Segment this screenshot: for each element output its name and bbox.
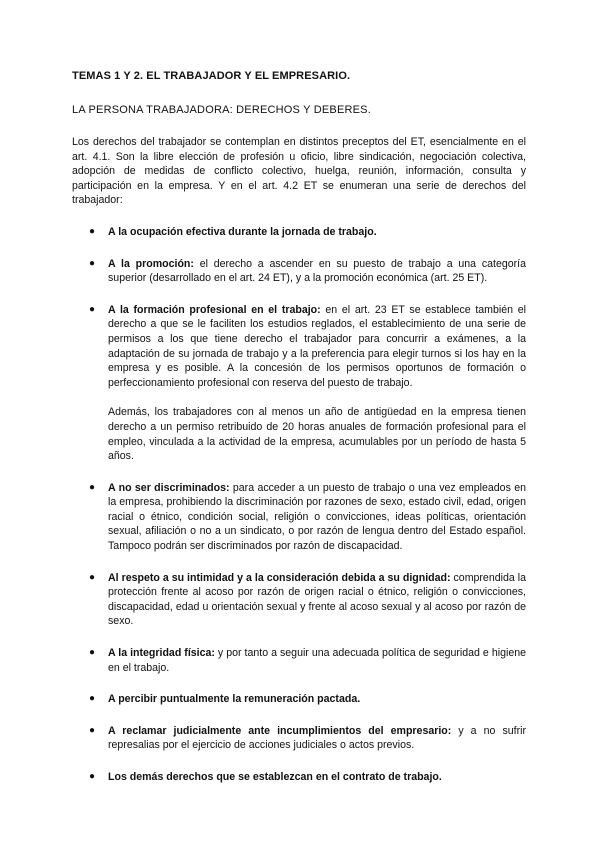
right-label: A la promoción:	[108, 257, 194, 270]
bullet-icon: ●	[89, 257, 96, 269]
bullet-icon: ●	[89, 303, 96, 315]
list-item	[72, 481, 526, 554]
bullet-icon: ●	[89, 724, 96, 736]
list-item	[72, 257, 526, 286]
list-item	[72, 770, 526, 785]
list-item	[72, 225, 526, 240]
bullet-icon: ●	[89, 481, 96, 493]
list-item	[72, 571, 526, 629]
list-item	[72, 303, 526, 464]
bullet-icon: ●	[89, 571, 96, 583]
right-text: en el art. 23 ET se establece también el derecho a que se le faciliten los estudios reglados, el establecimiento de una serie de permisos a los que tiene derecho el trabajador para concurrir a exámenes, a la adaptación de su jornada de trabajo y a la preferencia para elegir turnos si los hay en la empresa y es posible. A la concesión de los permisos oportunos de formación o perfeccionamiento profesional con reserva del puesto de trabajo.	[108, 303, 526, 389]
right-label: A percibir puntualmente la remuneración pactada.	[108, 693, 361, 706]
list-item	[72, 724, 526, 753]
right-text: y a no sufrir represalias por el ejercicio de acciones judiciales o actos previos.	[108, 724, 526, 752]
right-text: el derecho a ascender en su puesto de trabajo a una categoría superior (desarrollado en el art. 24 ET), y a la promoción económica (art. 25 ET).	[108, 257, 526, 285]
right-label: A la formación profesional en el trabajo:	[108, 303, 321, 316]
right-label: Al respeto a su intimidad y a la consideración debida a su dignidad:	[108, 571, 451, 584]
bullet-icon: ●	[89, 771, 96, 782]
right-label: Los demás derechos que se establezcan en el contrato de trabajo.	[108, 771, 442, 783]
right-label: A la ocupación efectiva durante la jornada de trabajo.	[108, 225, 377, 238]
intro-paragraph: Los derechos del trabajador se contemplan en distintos preceptos del ET, esencialmente en el art. 4.1. Son la libre elección de profesión u oficio, libre sindicación, negociación colectiva, adopción de medidas de conflicto colectivo, huelga, reunión, información, consulta y participación en la empresa. Y en el art. 4.2 ET se enumeran una serie de derechos del trabajador:	[72, 136, 526, 207]
document-subtitle: LA PERSONA TRABAJADORA: DERECHOS Y DEBERES.	[72, 104, 371, 116]
document-title: TEMAS 1 Y 2. EL TRABAJADOR Y EL EMPRESARIO.	[72, 70, 351, 82]
list-item	[72, 646, 526, 675]
right-label: A la integridad física:	[108, 647, 215, 660]
bullet-icon: ●	[89, 693, 96, 705]
right-label: A no ser discriminados:	[108, 481, 230, 494]
right-text: para acceder a un puesto de trabajo o una vez empleados en la empresa, prohibiendo la discriminación por razones de sexo, estado civil, edad, origen racial o étnico, condición social, religión o convicciones, ideas políticas, orientación sexual, afiliación o no a un sindicato, o por razón de lengua dentro del Estado español. Tampoco podrán ser discriminados por razón de discapacidad.	[108, 481, 526, 553]
bullet-icon: ●	[89, 225, 96, 237]
right-label: A reclamar judicialmente ante incumplimientos del empresario:	[108, 724, 452, 737]
right-text: y por tanto a seguir una adecuada política de seguridad e higiene en el trabajo.	[108, 647, 526, 674]
right-text: comprendida la protección frente al acoso por razón de origen racial o étnico, religión o convicciones, discapacidad, edad u orientación sexual y frente al acoso sexual y al acoso por razón de sexo.	[108, 571, 526, 628]
rights-list	[72, 225, 526, 785]
right-extra-paragraph: Además, los trabajadores con al menos un año de antigüedad en la empresa tienen derecho a un permiso retribuido de 20 horas anuales de formación profesional para el empleo, vinculada a la actividad de la empresa, acumulables por un período de hasta 5 años.	[108, 406, 526, 463]
list-item	[72, 692, 526, 707]
bullet-icon: ●	[89, 647, 96, 659]
